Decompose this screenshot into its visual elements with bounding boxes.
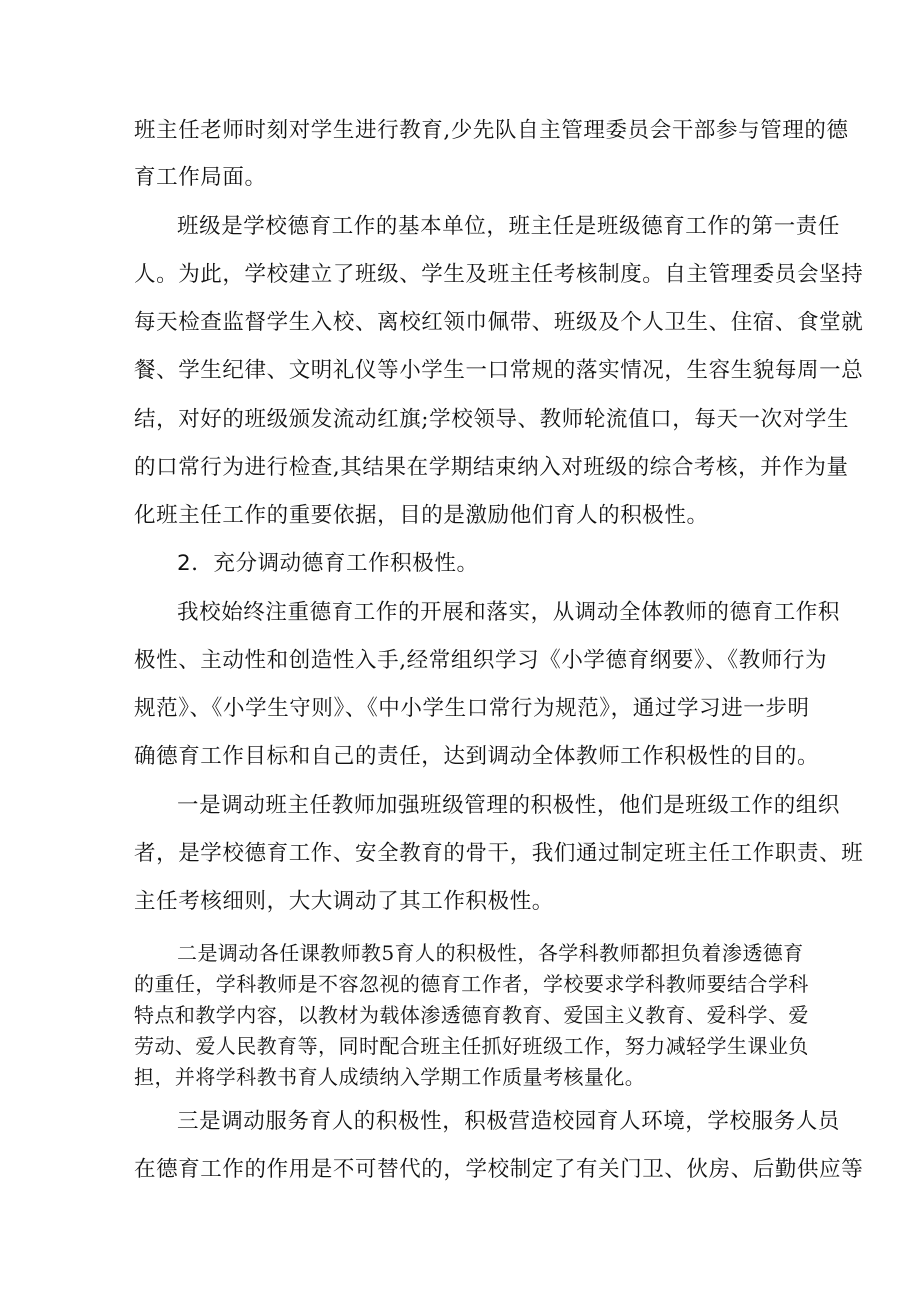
text-line: 劳动、爱人民教育等，同时配合班主任抓好班级工作，努力减轻学生课业负 (134, 1034, 809, 1058)
paragraph-start-line: 三是调动服务育人的积极性，积极营造校园育人环境，学校服务人员 (177, 1109, 841, 1134)
text-line: 的重任，学科教师是不容忽视的德育工作者，学校要求学科教师要结合学科 (134, 972, 809, 996)
text-line: 在德育工作的作用是不可替代的，学校制定了有关门卫、伙房、后勤供应等 (134, 1157, 864, 1182)
text-line: 极性、主动性和创造性入手,经常组织学习《小学德育纲要》、《教师行为 (134, 648, 828, 673)
text-line: 结，对好的班级颁发流动红旗;学校领导、教师轮流值口，每天一次对学生 (134, 407, 850, 432)
text-line: 特点和教学内容，以教材为载体渗透德育教育、爱国主义教育、爱科学、爱 (134, 1003, 809, 1027)
text-line: 人。为此，学校建立了班级、学生及班主任考核制度。自主管理委员会坚持 (134, 262, 864, 287)
section-heading: 2．充分调动德育工作积极性。 (177, 551, 479, 576)
text-line: 者，是学校德育工作、安全教育的骨干，我们通过制定班主任工作职责、班 (134, 841, 864, 866)
text-line: 班主任老师时刻对学生进行教育,少先队自主管理委员会干部参与管理的德 (134, 118, 849, 143)
text-line: 每天检查监督学生入校、离校红领巾佩带、班级及个人卫生、住宿、食堂就 (134, 310, 864, 335)
text-line: 担，并将学科教书育人成绩纳入学期工作质量考核量化。 (134, 1065, 646, 1089)
text-line: 的口常行为进行检查,其结果在学期结束纳入对班级的综合考核，并作为量 (134, 455, 849, 480)
paragraph-start-line: 我校始终注重德育工作的开展和落实，从调动全体教师的德育工作积 (177, 600, 841, 625)
text-line: 主任考核细则，大大调动了其工作积极性。 (134, 889, 554, 914)
text-line: 确德育工作目标和自己的责任，达到调动全体教师工作积极性的目的。 (134, 744, 820, 769)
paragraph-start-line: 一是调动班主任教师加强班级管理的积极性，他们是班级工作的组织 (177, 793, 841, 818)
text-line: 餐、学生纪律、文明礼仪等小学生一口常规的落实情况，生容生貌每周一总 (134, 358, 864, 383)
text-line: 化班主任工作的重要依据，目的是激励他们育人的积极性。 (134, 503, 709, 528)
paragraph-start-line: 班级是学校德育工作的基本单位，班主任是班级德育工作的第一责任 (177, 214, 841, 239)
text-line: 规范》、《小学生守则》、《中小学生口常行为规范》，通过学习进一步明 (134, 696, 810, 721)
text-line: 育工作局面。 (134, 165, 267, 190)
paragraph-start-line: 二是调动各任课教师教5育人的积极性，各学科教师都担负着渗透德育 (177, 941, 804, 965)
